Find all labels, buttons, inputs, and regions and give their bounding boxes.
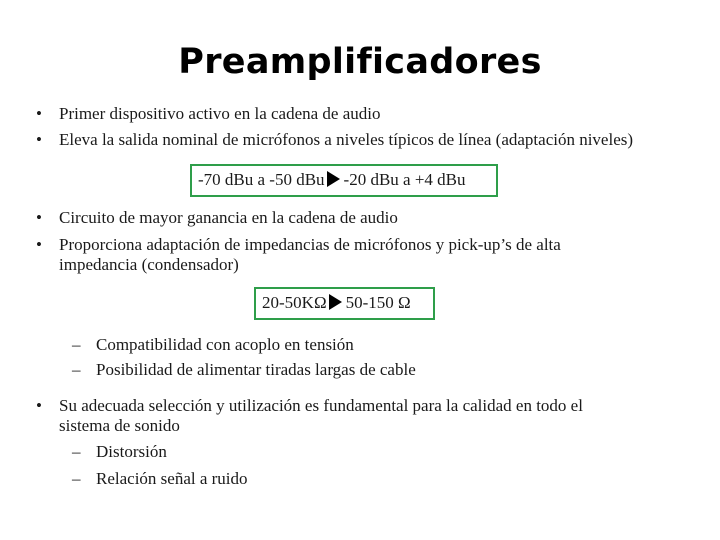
bullet-text-first-device: Primer dispositivo activo en la cadena de audio xyxy=(59,104,381,123)
bullet-text-impedance-adaptation: Proporciona adaptación de impedancias de micrófonos y pick-up’s de alta xyxy=(59,235,561,254)
right-triangle-icon xyxy=(327,171,340,187)
dash-marker: – xyxy=(72,360,81,379)
sub-item-voltage-coupling: Compatibilidad con acoplo en tensión xyxy=(96,335,354,354)
impedance-output-range: 50-150 Ω xyxy=(345,293,411,312)
slide-title: Preamplificadores xyxy=(178,42,542,82)
bullet-marker: • xyxy=(36,104,42,123)
dash-marker: – xyxy=(72,469,81,488)
bullet-text-proper-selection: Su adecuada selección y utilización es fundamental para la calidad en todo el xyxy=(59,396,583,415)
level-output-range: -20 dBu a +4 dBu xyxy=(343,170,466,189)
sub-item-distortion: Distorsión xyxy=(96,442,167,461)
level-conversion-box xyxy=(190,164,498,197)
dash-marker: – xyxy=(72,335,81,354)
level-input-range: -70 dBu a -50 dBu xyxy=(198,170,325,189)
bullet-marker: • xyxy=(36,235,42,254)
bullet-marker: • xyxy=(36,130,42,149)
bullet-text-highest-gain: Circuito de mayor ganancia en la cadena de audio xyxy=(59,208,398,227)
dash-marker: – xyxy=(72,442,81,461)
bullet-text-impedance-continuation: impedancia (condensador) xyxy=(59,255,239,274)
bullet-text-raises-output: Eleva la salida nominal de micrófonos a niveles típicos de línea (adaptación niveles) xyxy=(59,130,634,149)
bullet-marker: • xyxy=(36,396,42,415)
bullet-marker: • xyxy=(36,208,42,227)
impedance-conversion-box xyxy=(254,287,435,320)
sub-item-long-cable-runs: Posibilidad de alimentar tiradas largas de cable xyxy=(96,360,416,379)
right-triangle-icon xyxy=(329,294,342,310)
bullet-text-selection-continuation: sistema de sonido xyxy=(59,416,180,435)
sub-item-signal-to-noise: Relación señal a ruido xyxy=(96,469,248,488)
impedance-input-range: 20-50KΩ xyxy=(262,293,327,312)
